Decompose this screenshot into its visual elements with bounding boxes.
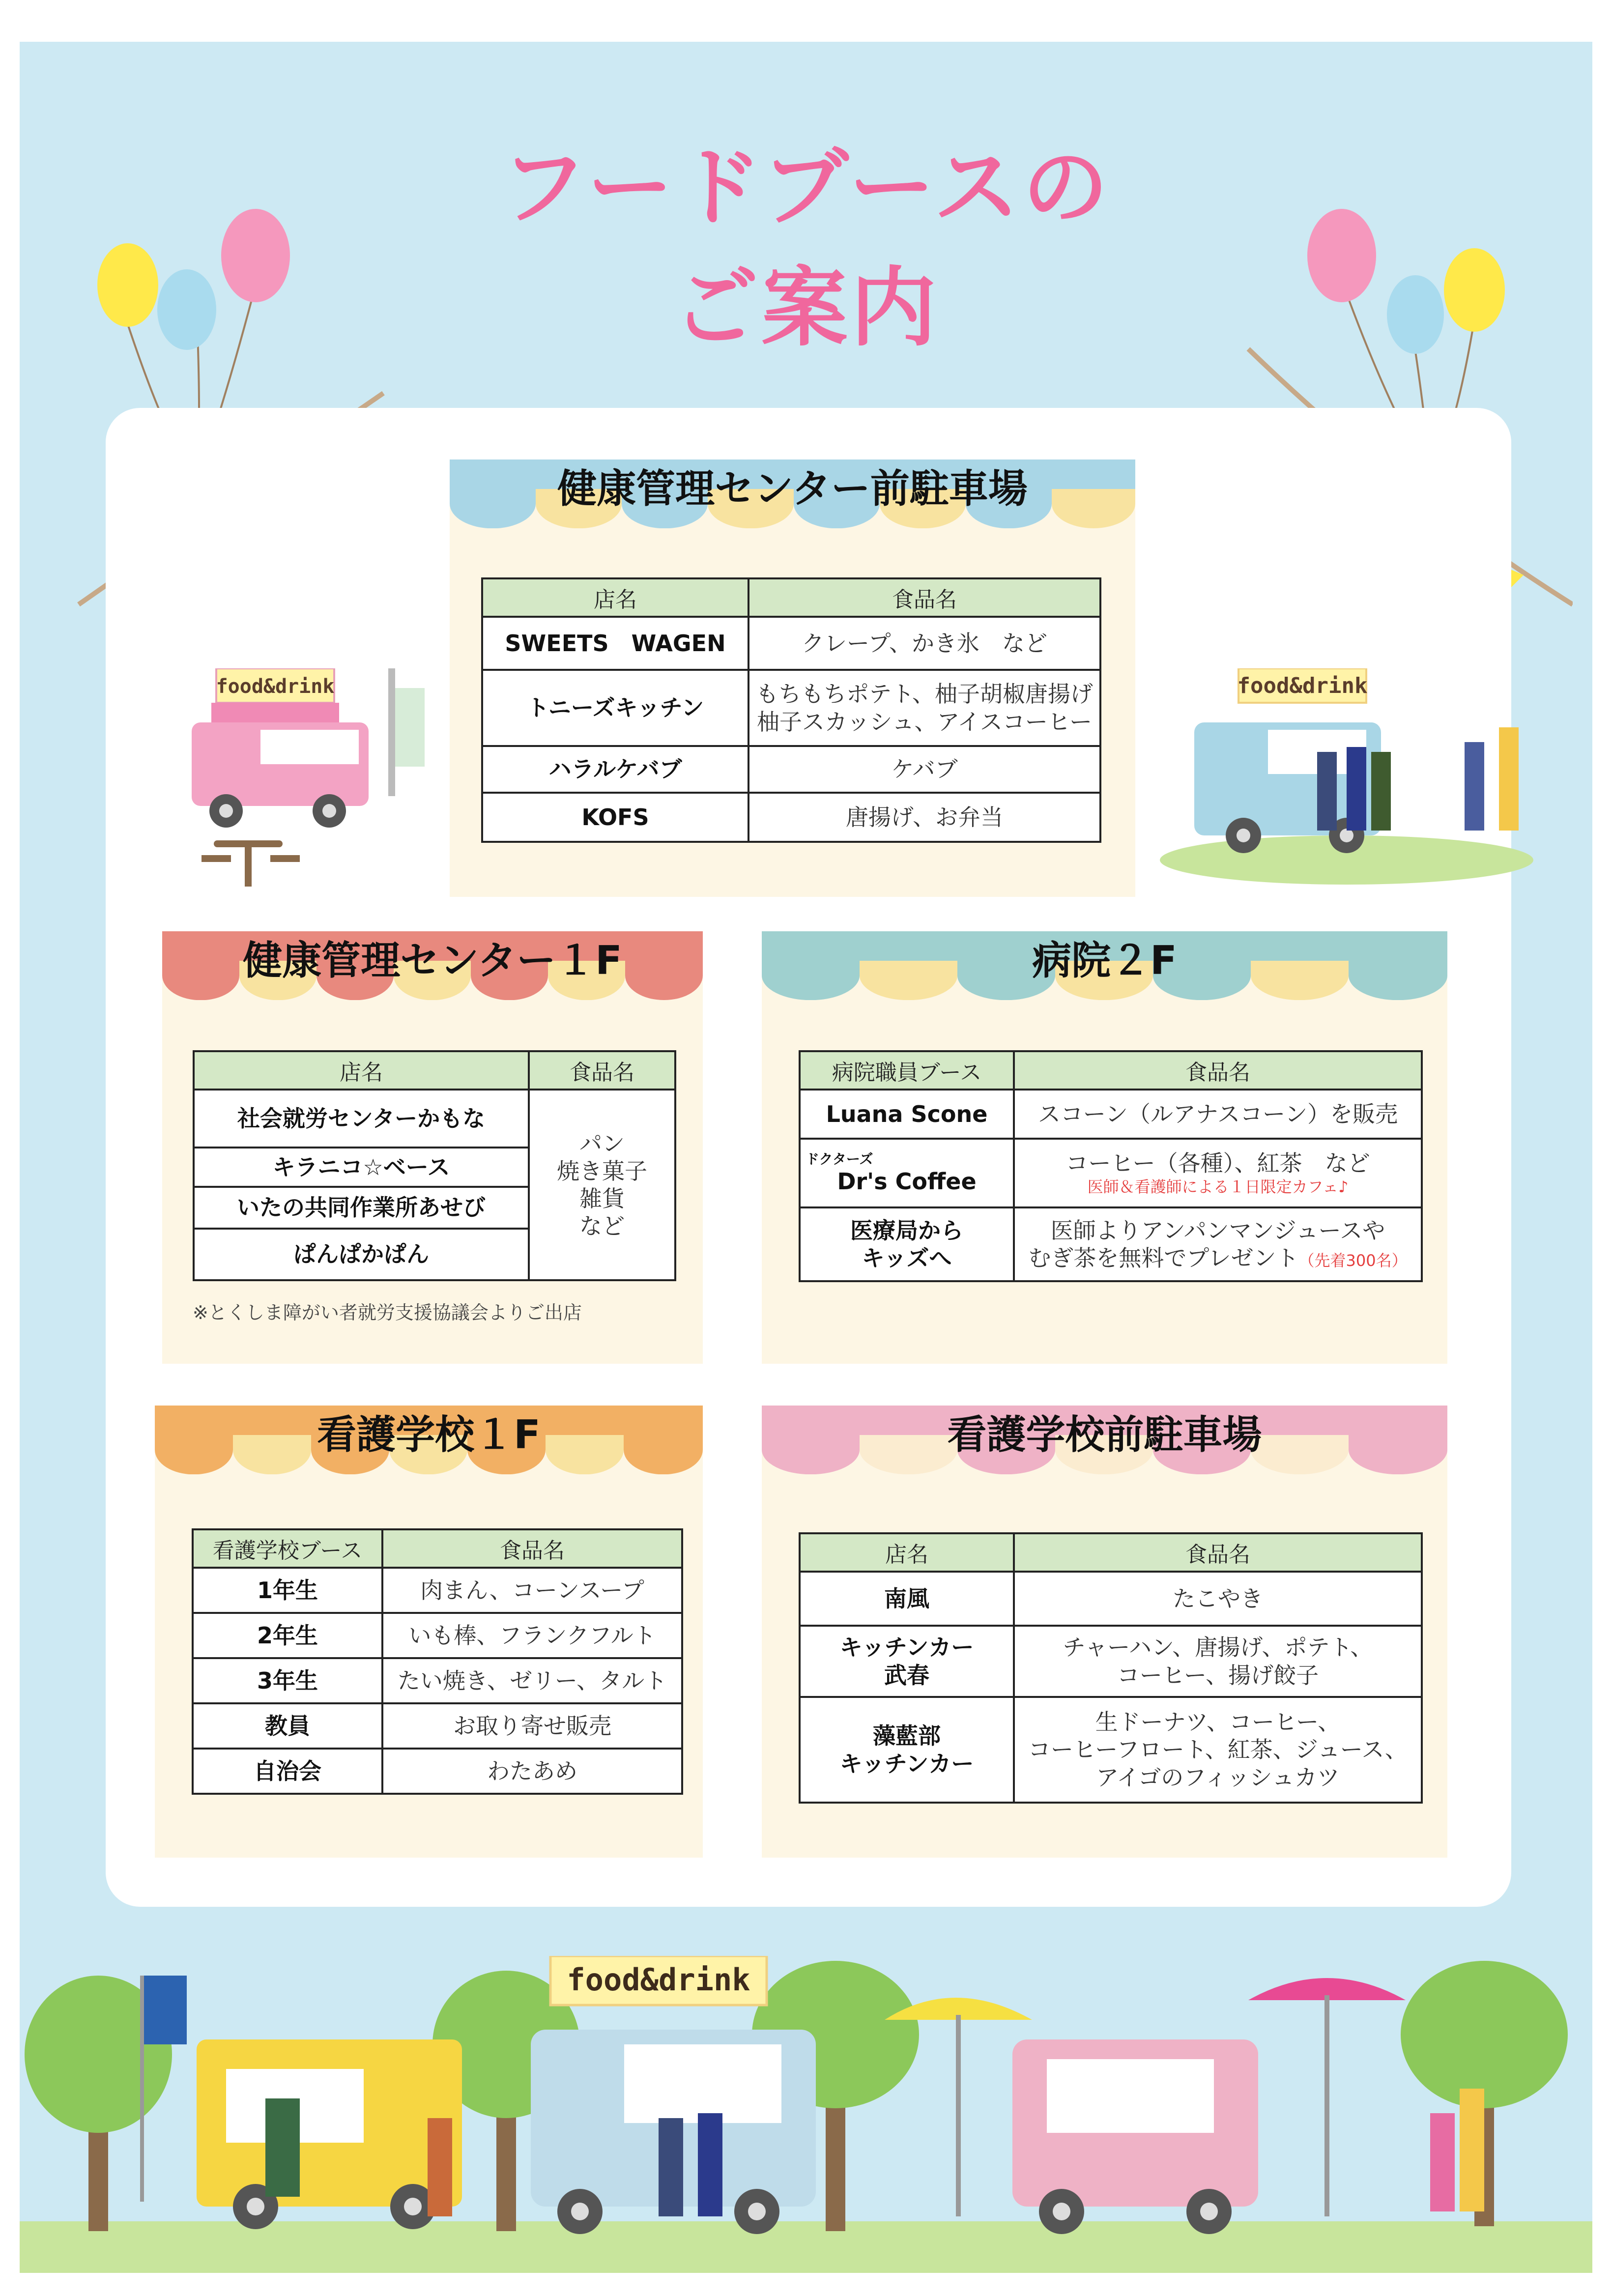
booth-name: 1年生: [193, 1568, 382, 1613]
section-title: 健康管理センター前駐車場: [557, 466, 1028, 512]
shop-table: [192, 1528, 683, 1795]
section-nursing-school-parking: [762, 1406, 1447, 1858]
food-name: お取り寄せ販売: [382, 1703, 682, 1749]
food-name: たこやき: [1014, 1572, 1422, 1626]
poster-title-line2: ご案内: [672, 258, 940, 358]
section-kenko-1f: [162, 931, 703, 1364]
shop-table: [193, 1050, 676, 1281]
food-line-text: むぎ茶を無料でプレゼント: [1028, 1245, 1299, 1271]
food-name: わたあめ: [382, 1749, 682, 1794]
shop-name: KOFS: [482, 793, 748, 842]
table-row: [193, 1749, 682, 1794]
shop-name-line: キッチンカー: [839, 1634, 974, 1661]
food-line: アイゴのフィッシュカツ: [1096, 1764, 1340, 1791]
booth-name: 2年生: [193, 1613, 382, 1658]
section-hospital-2f: [762, 931, 1447, 1364]
table-row: [482, 793, 1100, 842]
food-line: 焼き菓子: [557, 1157, 647, 1184]
food-name: 肉まん、コーンスープ: [382, 1568, 682, 1613]
header-shop-name: 店名: [482, 578, 748, 617]
table-row: [800, 1139, 1422, 1207]
section-nursing-school-1f: [155, 1406, 703, 1858]
food-line: 生ドーナツ、コーヒー、: [1095, 1709, 1341, 1736]
shop-name: Luana Scone: [800, 1090, 1014, 1139]
shop-name-line: 藻藍部: [873, 1722, 941, 1750]
shop-name-line: 医療局から: [850, 1217, 963, 1244]
truck-badge-text: food&drink: [216, 675, 335, 698]
shop-name: キラニコ☆ベース: [194, 1148, 529, 1187]
shop-table: [799, 1050, 1423, 1282]
food-line: 医師よりアンパンマンジュースや: [1050, 1217, 1385, 1244]
header-booth-name: 病院職員ブース: [800, 1051, 1014, 1090]
food-name: たい焼き、ゼリー、タルト: [382, 1658, 682, 1703]
food-name: [1014, 1697, 1422, 1803]
shop-name: 社会就労センターかもな: [194, 1090, 529, 1148]
food-truck-pink-illustration: [182, 668, 457, 894]
shop-name: [800, 1207, 1014, 1281]
header-food-name: 食品名: [1014, 1051, 1422, 1090]
booth-name: 3年生: [193, 1658, 382, 1703]
food-name: [529, 1090, 675, 1280]
shop-name: トニーズキッチン: [482, 670, 748, 746]
header-shop-name: 店名: [194, 1051, 529, 1090]
food-subnote: （先着300名）: [1298, 1251, 1408, 1270]
table-row: [482, 746, 1100, 793]
table-row: [800, 1697, 1422, 1803]
table-row: [193, 1568, 682, 1613]
header-shop-name: 店名: [800, 1533, 1014, 1572]
food-name: [1014, 1139, 1422, 1207]
header-booth-name: 看護学校ブース: [193, 1529, 382, 1568]
food-line: コーヒー（各種）、紅茶 など: [1065, 1150, 1370, 1177]
food-name: 唐揚げ、お弁当: [748, 793, 1100, 842]
truck-badge-text: food&drink: [1237, 673, 1368, 698]
booth-name: 自治会: [193, 1749, 382, 1794]
shop-table: [799, 1532, 1423, 1804]
section-title: 看護学校前駐車場: [947, 1412, 1262, 1458]
food-line: など: [579, 1213, 625, 1240]
furigana: ドクターズ: [806, 1150, 873, 1167]
table-row: [194, 1090, 675, 1148]
food-line: [1020, 1244, 1416, 1272]
shop-name: ぱんぱかぱん: [194, 1229, 529, 1280]
food-name: [1014, 1626, 1422, 1697]
footnote: ※とくしま障がい者就労支援協議会よりご出店: [193, 1302, 582, 1323]
food-truck-blue-illustration: [1160, 668, 1553, 885]
header-food-name: 食品名: [382, 1529, 682, 1568]
poster-title-line1: フードブースの: [500, 138, 1112, 238]
header-food-name: 食品名: [529, 1051, 675, 1090]
food-truck-street-illustration: [20, 1956, 1592, 2273]
food-line: コーヒー、揚げ餃子: [1117, 1662, 1319, 1689]
header-food-name: 食品名: [748, 578, 1100, 617]
shop-name: [800, 1697, 1014, 1803]
section-title: 看護学校１F: [317, 1412, 541, 1458]
food-line: 雑貨: [579, 1185, 625, 1212]
shop-name-line: キッズへ: [862, 1245, 952, 1271]
shop-name: [800, 1626, 1014, 1697]
food-subnote: 医師＆看護師による１日限定カフェ♪: [1087, 1177, 1349, 1196]
food-name: クレープ、かき氷 など: [748, 617, 1100, 670]
shop-name: 南風: [800, 1572, 1014, 1626]
table-row: [482, 670, 1100, 746]
section-title: 健康管理センター１F: [243, 938, 622, 983]
food-name: いも棒、フランクフルト: [382, 1613, 682, 1658]
shop-name: [800, 1139, 1014, 1207]
table-row: [800, 1626, 1422, 1697]
food-line: コーヒーフロート、紅茶、ジュース、: [1028, 1736, 1408, 1763]
food-name: [748, 670, 1100, 746]
table-row: [193, 1613, 682, 1658]
shop-name: いたの共同作業所あせび: [194, 1187, 529, 1229]
shop-name: SWEETS WAGEN: [482, 617, 748, 670]
food-name: スコーン（ルアナスコーン）を販売: [1014, 1090, 1422, 1139]
section-title: 病院２F: [1032, 938, 1177, 983]
shop-name-line: キッチンカー: [839, 1750, 974, 1777]
shop-name-text: Dr's Coffee: [837, 1168, 977, 1195]
table-row: [193, 1658, 682, 1703]
food-line: チャーハン、唐揚げ、ポテト、: [1063, 1634, 1373, 1661]
booth-name: 教員: [193, 1703, 382, 1749]
food-line: もちもちポテト、柚子胡椒唐揚げ: [756, 681, 1093, 708]
shop-name: ハラルケバブ: [482, 746, 748, 793]
food-line: 柚子スカッシュ、アイスコーヒー: [756, 708, 1093, 735]
table-row: [800, 1090, 1422, 1139]
truck-badge-text: food&drink: [567, 1962, 750, 1998]
table-row: [193, 1703, 682, 1749]
food-name: ケバブ: [748, 746, 1100, 793]
food-name: [1014, 1207, 1422, 1281]
section-kenko-parking: [450, 459, 1135, 897]
food-line: パン: [579, 1130, 625, 1157]
header-food-name: 食品名: [1014, 1533, 1422, 1572]
table-row: [482, 617, 1100, 670]
table-row: [800, 1207, 1422, 1281]
shop-name-line: 武春: [884, 1662, 929, 1689]
table-row: [800, 1572, 1422, 1626]
shop-table: [481, 577, 1101, 843]
